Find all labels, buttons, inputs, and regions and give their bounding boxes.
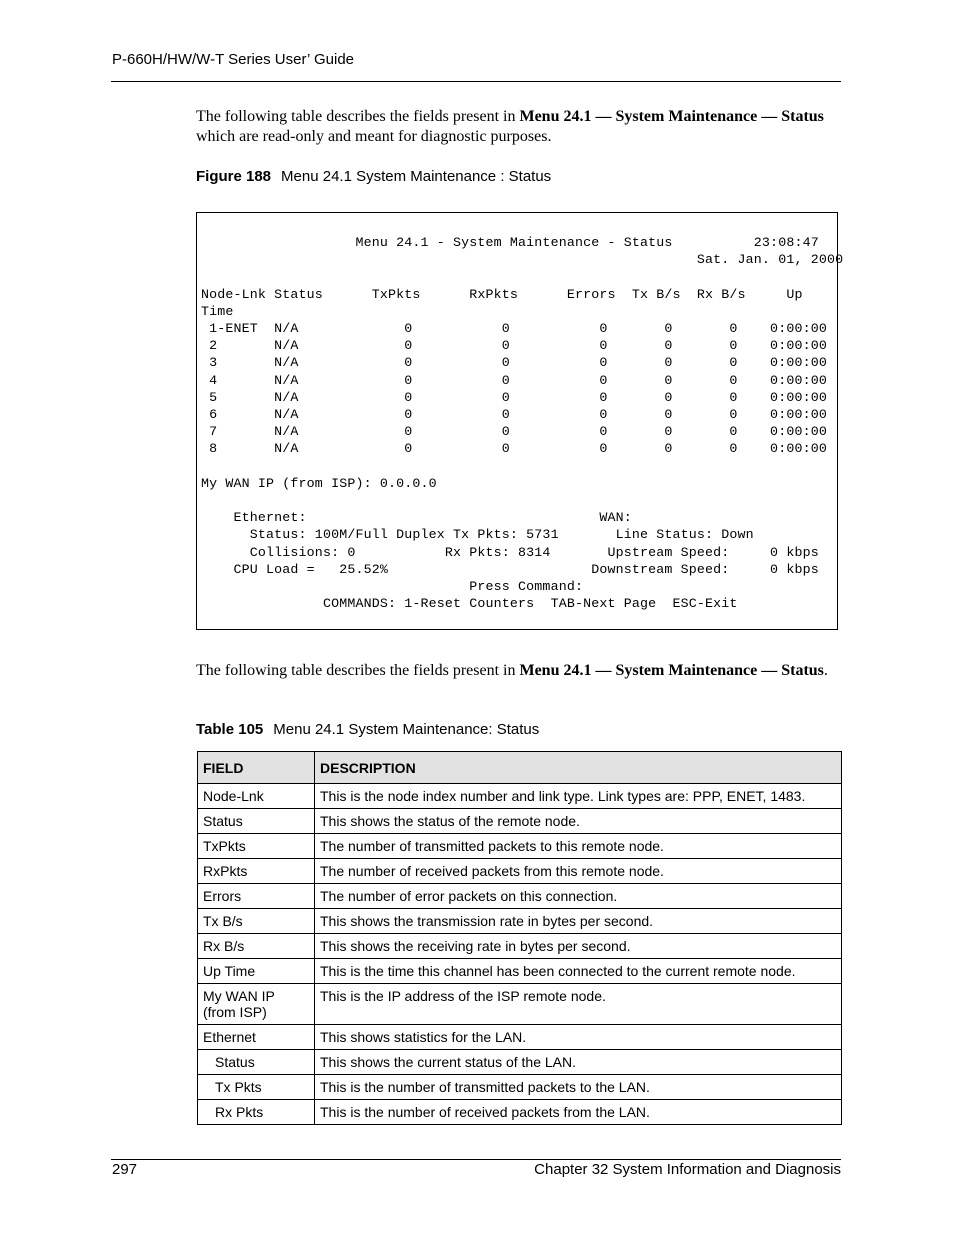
field-description-cell: This is the IP address of the ISP remote node. (315, 984, 842, 1025)
field-description-cell: This shows the status of the remote node. (315, 809, 842, 834)
table-row (198, 984, 842, 1025)
page-number: 297 (112, 1161, 138, 1178)
field-name-cell: Rx B/s (198, 934, 315, 959)
field-name-cell: Node-Lnk (198, 784, 315, 809)
figure-title: Menu 24.1 System Maintenance : Status (281, 168, 552, 185)
field-name-cell: RxPkts (198, 859, 315, 884)
figure-label: Figure 188 (196, 168, 272, 185)
field-description-cell: This is the node index number and link type. Link types are: PPP, ENET, 1483. (315, 784, 842, 809)
field-description-cell: This shows the receiving rate in bytes per second. (315, 934, 842, 959)
screen-line: Ethernet: WAN: (201, 510, 632, 526)
screen-line: 8 N/A 0 0 0 0 0 0:00:00 (201, 441, 827, 457)
table-row (198, 1075, 842, 1100)
screen-line: 7 N/A 0 0 0 0 0 0:00:00 (201, 424, 827, 440)
field-description-cell: The number of received packets from this remote node. (315, 859, 842, 884)
table-row (198, 909, 842, 934)
field-name-cell: Up Time (198, 959, 315, 984)
header-divider (111, 81, 841, 82)
table-row (198, 959, 842, 984)
terminal-screen-text (201, 234, 843, 612)
footer-divider (111, 1159, 841, 1160)
field-description-table (197, 751, 842, 1125)
screen-line: 5 N/A 0 0 0 0 0 0:00:00 (201, 389, 827, 405)
table-header-row (198, 752, 842, 784)
screen-line: Node-Lnk Status TxPkts RxPkts Errors Tx B/s Rx B/s Up (201, 286, 803, 302)
screen-line: Sat. Jan. 01, 2000 (201, 252, 844, 268)
chapter-title: Chapter 32 System Information and Diagnosis (534, 1161, 841, 1178)
screen-line: My WAN IP (from ISP): 0.0.0.0 (201, 475, 437, 491)
field-description-cell: The number of transmitted packets to this remote node. (315, 834, 842, 859)
column-header-field: FIELD (198, 752, 315, 784)
table-row (198, 1050, 842, 1075)
screen-line: 2 N/A 0 0 0 0 0 0:00:00 (201, 338, 827, 354)
screen-line: COMMANDS: 1-Reset Counters TAB-Next Page ESC-Exit (201, 596, 738, 612)
screen-line: CPU Load = 25.52% Downstream Speed: 0 kbps (201, 561, 819, 577)
field-name-cell: Tx B/s (198, 909, 315, 934)
field-name-cell: My WAN IP (from ISP) (198, 984, 315, 1025)
screen-line: Menu 24.1 - System Maintenance - Status 23:08:47 (201, 235, 819, 250)
table-row (198, 1100, 842, 1125)
field-description-cell: This is the time this channel has been connected to the current remote node. (315, 959, 842, 984)
field-name-cell: Errors (198, 884, 315, 909)
intro-1-menu-ref: Menu 24.1 — System Maintenance — Status (519, 108, 824, 125)
table-title: Menu 24.1 System Maintenance: Status (273, 721, 540, 738)
table-body (198, 784, 842, 1125)
column-header-description: DESCRIPTION (315, 752, 842, 784)
field-name-cell: TxPkts (198, 834, 315, 859)
figure-caption (196, 168, 551, 185)
intro-paragraph-1 (196, 107, 836, 147)
screen-line: 4 N/A 0 0 0 0 0 0:00:00 (201, 372, 827, 388)
screen-line: Time (201, 303, 234, 319)
table-caption (196, 721, 539, 738)
table-row (198, 859, 842, 884)
intro-2-text-a: The following table describes the fields present in (196, 662, 520, 679)
intro-2-menu-ref: Menu 24.1 — System Maintenance — Status (519, 662, 824, 679)
field-description-cell: This shows the current status of the LAN. (315, 1050, 842, 1075)
field-description-cell: This is the number of received packets from the LAN. (315, 1100, 842, 1125)
table-row (198, 809, 842, 834)
table-label: Table 105 (196, 721, 264, 738)
table-row (198, 784, 842, 809)
field-description-cell: This shows statistics for the LAN. (315, 1025, 842, 1050)
screen-line: 3 N/A 0 0 0 0 0 0:00:00 (201, 355, 827, 371)
screen-line: 6 N/A 0 0 0 0 0 0:00:00 (201, 407, 827, 423)
table-row (198, 1025, 842, 1050)
intro-1-text-a: The following table describes the fields present in (196, 108, 520, 125)
intro-paragraph-2 (196, 661, 836, 681)
field-description-cell: The number of error packets on this connection. (315, 884, 842, 909)
field-name-cell: Status (198, 1050, 315, 1075)
screen-line: Collisions: 0 Rx Pkts: 8314 Upstream Speed: 0 kbps (201, 544, 819, 560)
screen-line: Status: 100M/Full Duplex Tx Pkts: 5731 Line Status: Down (201, 527, 754, 543)
field-name-cell: Status (198, 809, 315, 834)
field-name-cell: Tx Pkts (198, 1075, 315, 1100)
intro-2-text-b: . (823, 662, 828, 679)
terminal-screen-figure (196, 212, 844, 630)
field-name-cell: Ethernet (198, 1025, 315, 1050)
running-header: P-660H/HW/W-T Series User’ Guide (112, 51, 355, 68)
screen-line: 1-ENET N/A 0 0 0 0 0 0:00:00 (201, 321, 827, 337)
field-description-cell: This shows the transmission rate in bytes per second. (315, 909, 842, 934)
field-name-cell: Rx Pkts (198, 1100, 315, 1125)
table-row (198, 834, 842, 859)
intro-1-text-b: which are read-only and meant for diagnostic purposes. (196, 128, 552, 145)
table-row (198, 934, 842, 959)
screen-line: Press Command: (201, 579, 584, 595)
field-description-cell: This is the number of transmitted packets to the LAN. (315, 1075, 842, 1100)
table-row (198, 884, 842, 909)
